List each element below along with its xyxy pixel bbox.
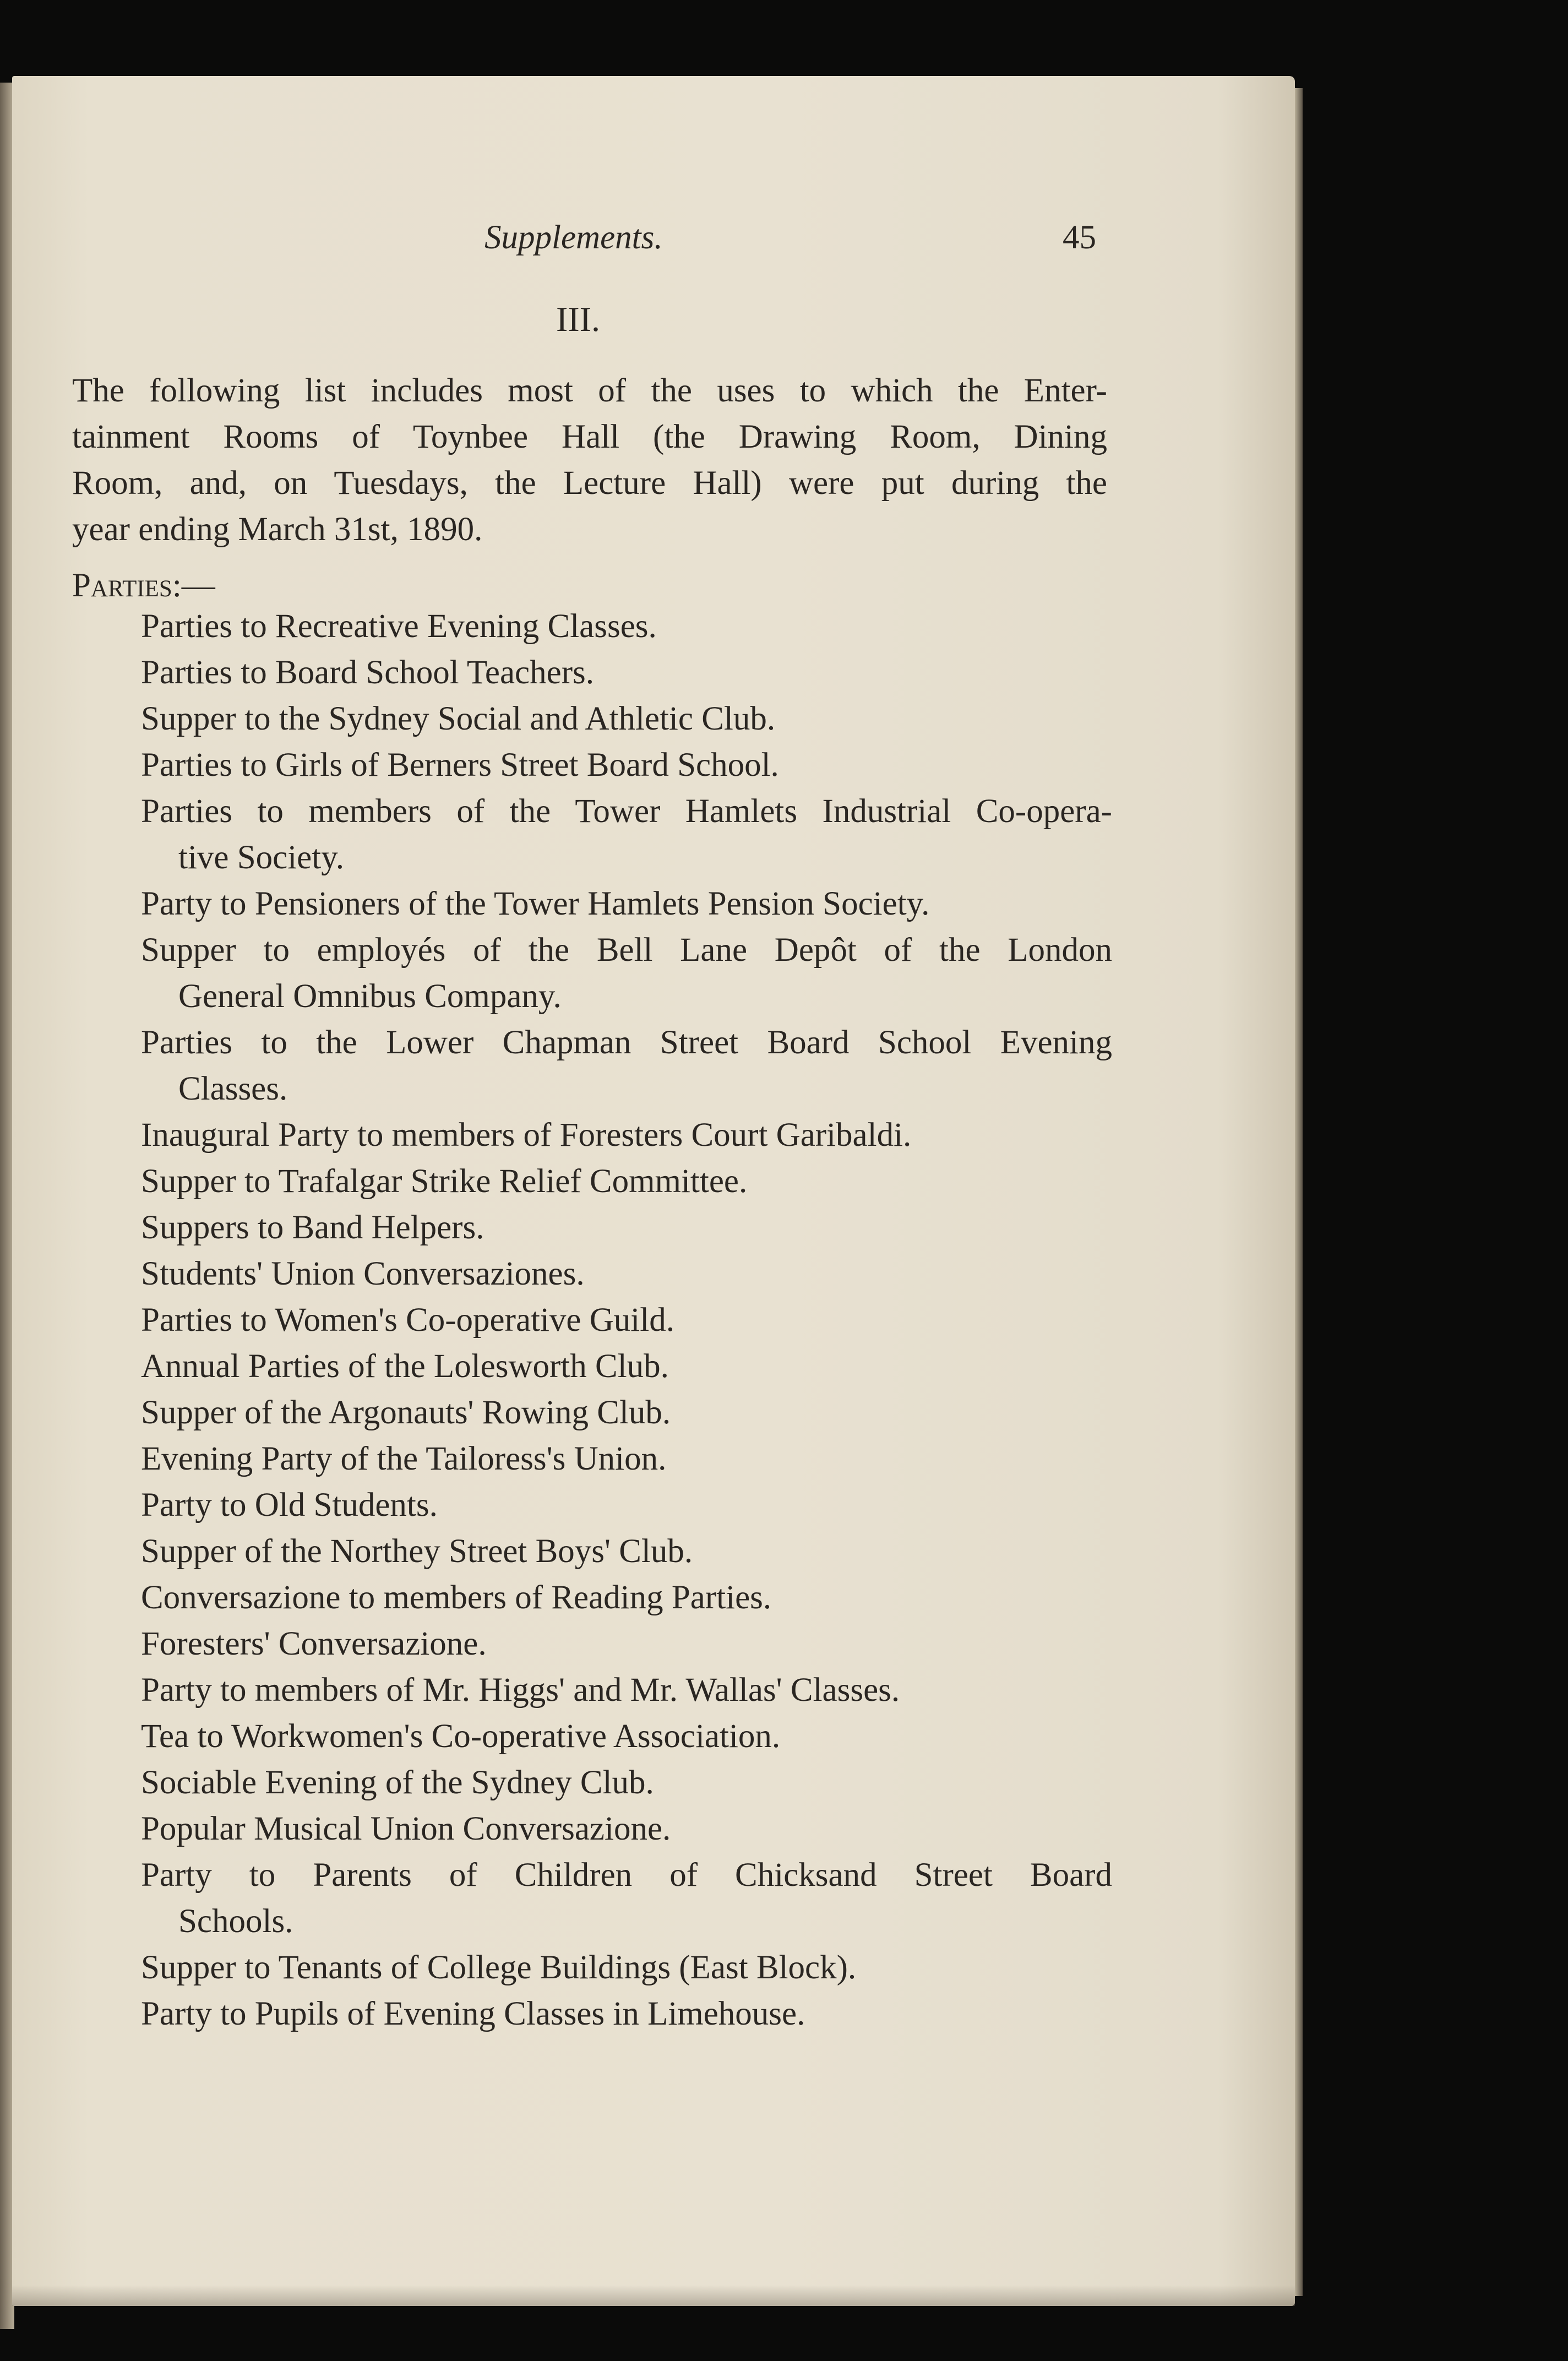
- list-item: [141, 788, 1112, 881]
- intro-line: year ending March 31st, 1890.: [72, 511, 483, 548]
- list-item-line: Parties to members of the Tower Hamlets Industrial Co-opera-: [141, 793, 1112, 830]
- list-item-line: Supper to Tenants of College Buildings (East Block).: [141, 1949, 857, 1986]
- list-item-line: Parties to Board School Teachers.: [141, 654, 594, 691]
- parties-list: [141, 603, 1112, 2037]
- list-item: [141, 927, 1112, 1020]
- list-item: [141, 696, 1112, 742]
- list-item: [141, 1343, 1112, 1390]
- list-item-line: Party to members of Mr. Higgs' and Mr. Wallas' Classes.: [141, 1672, 900, 1709]
- list-item: [141, 650, 1112, 696]
- list-item-line: Party to Old Students.: [141, 1487, 438, 1524]
- list-item-line: Supper to the Sydney Social and Athletic Club.: [141, 700, 776, 737]
- list-item: [141, 1020, 1112, 1112]
- list-item-line: Popular Musical Union Conversazione.: [141, 1810, 671, 1847]
- list-item: [141, 1713, 1112, 1760]
- list-item: [141, 1482, 1112, 1528]
- list-item-line: Party to Parents of Children of Chicksand Street Board: [141, 1857, 1112, 1894]
- list-item-line: Supper to employés of the Bell Lane Depôt of the London: [141, 932, 1112, 969]
- page-number: 45: [1063, 219, 1096, 256]
- intro-line: Room, and, on Tuesdays, the Lecture Hall) were put during the: [72, 465, 1107, 502]
- list-item-line: Party to Pensioners of the Tower Hamlets Pension Society.: [141, 885, 930, 922]
- list-item: [141, 1528, 1112, 1575]
- list-item: [141, 742, 1112, 788]
- list-item-line: Parties to Girls of Berners Street Board School.: [141, 747, 779, 784]
- list-item: [141, 1297, 1112, 1343]
- list-item: [141, 1575, 1112, 1621]
- list-item: [141, 1852, 1112, 1945]
- list-item-continuation: Classes.: [178, 1070, 288, 1107]
- list-item-line: Tea to Workwomen's Co-operative Association.: [141, 1718, 781, 1755]
- list-item: [141, 1205, 1112, 1251]
- intro-line: tainment Rooms of Toynbee Hall (the Drawing Room, Dining: [72, 418, 1107, 455]
- page-edge-right: [1295, 88, 1303, 2296]
- list-item-continuation: Schools.: [178, 1903, 293, 1940]
- list-heading: Parties:—: [72, 567, 215, 604]
- intro-line: The following list includes most of the uses to which the Enter-: [72, 372, 1107, 409]
- list-item: [141, 1806, 1112, 1852]
- list-item: [141, 1158, 1112, 1205]
- list-item: [141, 1436, 1112, 1482]
- list-item-line: Supper of the Argonauts' Rowing Club.: [141, 1394, 671, 1431]
- list-item: [141, 1760, 1112, 1806]
- running-title: Supplements.: [484, 219, 663, 256]
- list-item: [141, 1621, 1112, 1667]
- list-item: [141, 881, 1112, 927]
- list-item-line: Evening Party of the Tailoress's Union.: [141, 1440, 667, 1477]
- list-item-line: Suppers to Band Helpers.: [141, 1209, 484, 1246]
- page-bottom-shadow: [12, 2285, 1295, 2306]
- list-item-line: Supper of the Northey Street Boys' Club.: [141, 1533, 693, 1570]
- list-item-line: Supper to Trafalgar Strike Relief Committee.: [141, 1163, 748, 1200]
- list-item-line: Party to Pupils of Evening Classes in Limehouse.: [141, 1995, 805, 2032]
- list-item-line: Inaugural Party to members of Foresters Court Garibaldi.: [141, 1117, 912, 1154]
- list-item: [141, 1251, 1112, 1297]
- list-item: [141, 1667, 1112, 1713]
- list-item: [141, 603, 1112, 650]
- list-item: [141, 1991, 1112, 2037]
- list-item-continuation: General Omnibus Company.: [178, 978, 562, 1015]
- list-item-line: Students' Union Conversaziones.: [141, 1255, 585, 1292]
- list-item-line: Sociable Evening of the Sydney Club.: [141, 1764, 654, 1801]
- list-item-line: Annual Parties of the Lolesworth Club.: [141, 1348, 669, 1385]
- list-item: [141, 1112, 1112, 1158]
- list-item-line: Parties to Recreative Evening Classes.: [141, 608, 657, 645]
- list-item-continuation: tive Society.: [178, 839, 344, 876]
- intro-paragraph: [72, 368, 1107, 553]
- list-item-line: Foresters' Conversazione.: [141, 1625, 487, 1662]
- list-item-line: Conversazione to members of Reading Parties.: [141, 1579, 772, 1616]
- list-item-line: Parties to Women's Co-operative Guild.: [141, 1302, 674, 1339]
- section-number: III.: [556, 300, 600, 339]
- list-item: [141, 1390, 1112, 1436]
- list-item-line: Parties to the Lower Chapman Street Board School Evening: [141, 1024, 1112, 1061]
- list-item: [141, 1945, 1112, 1991]
